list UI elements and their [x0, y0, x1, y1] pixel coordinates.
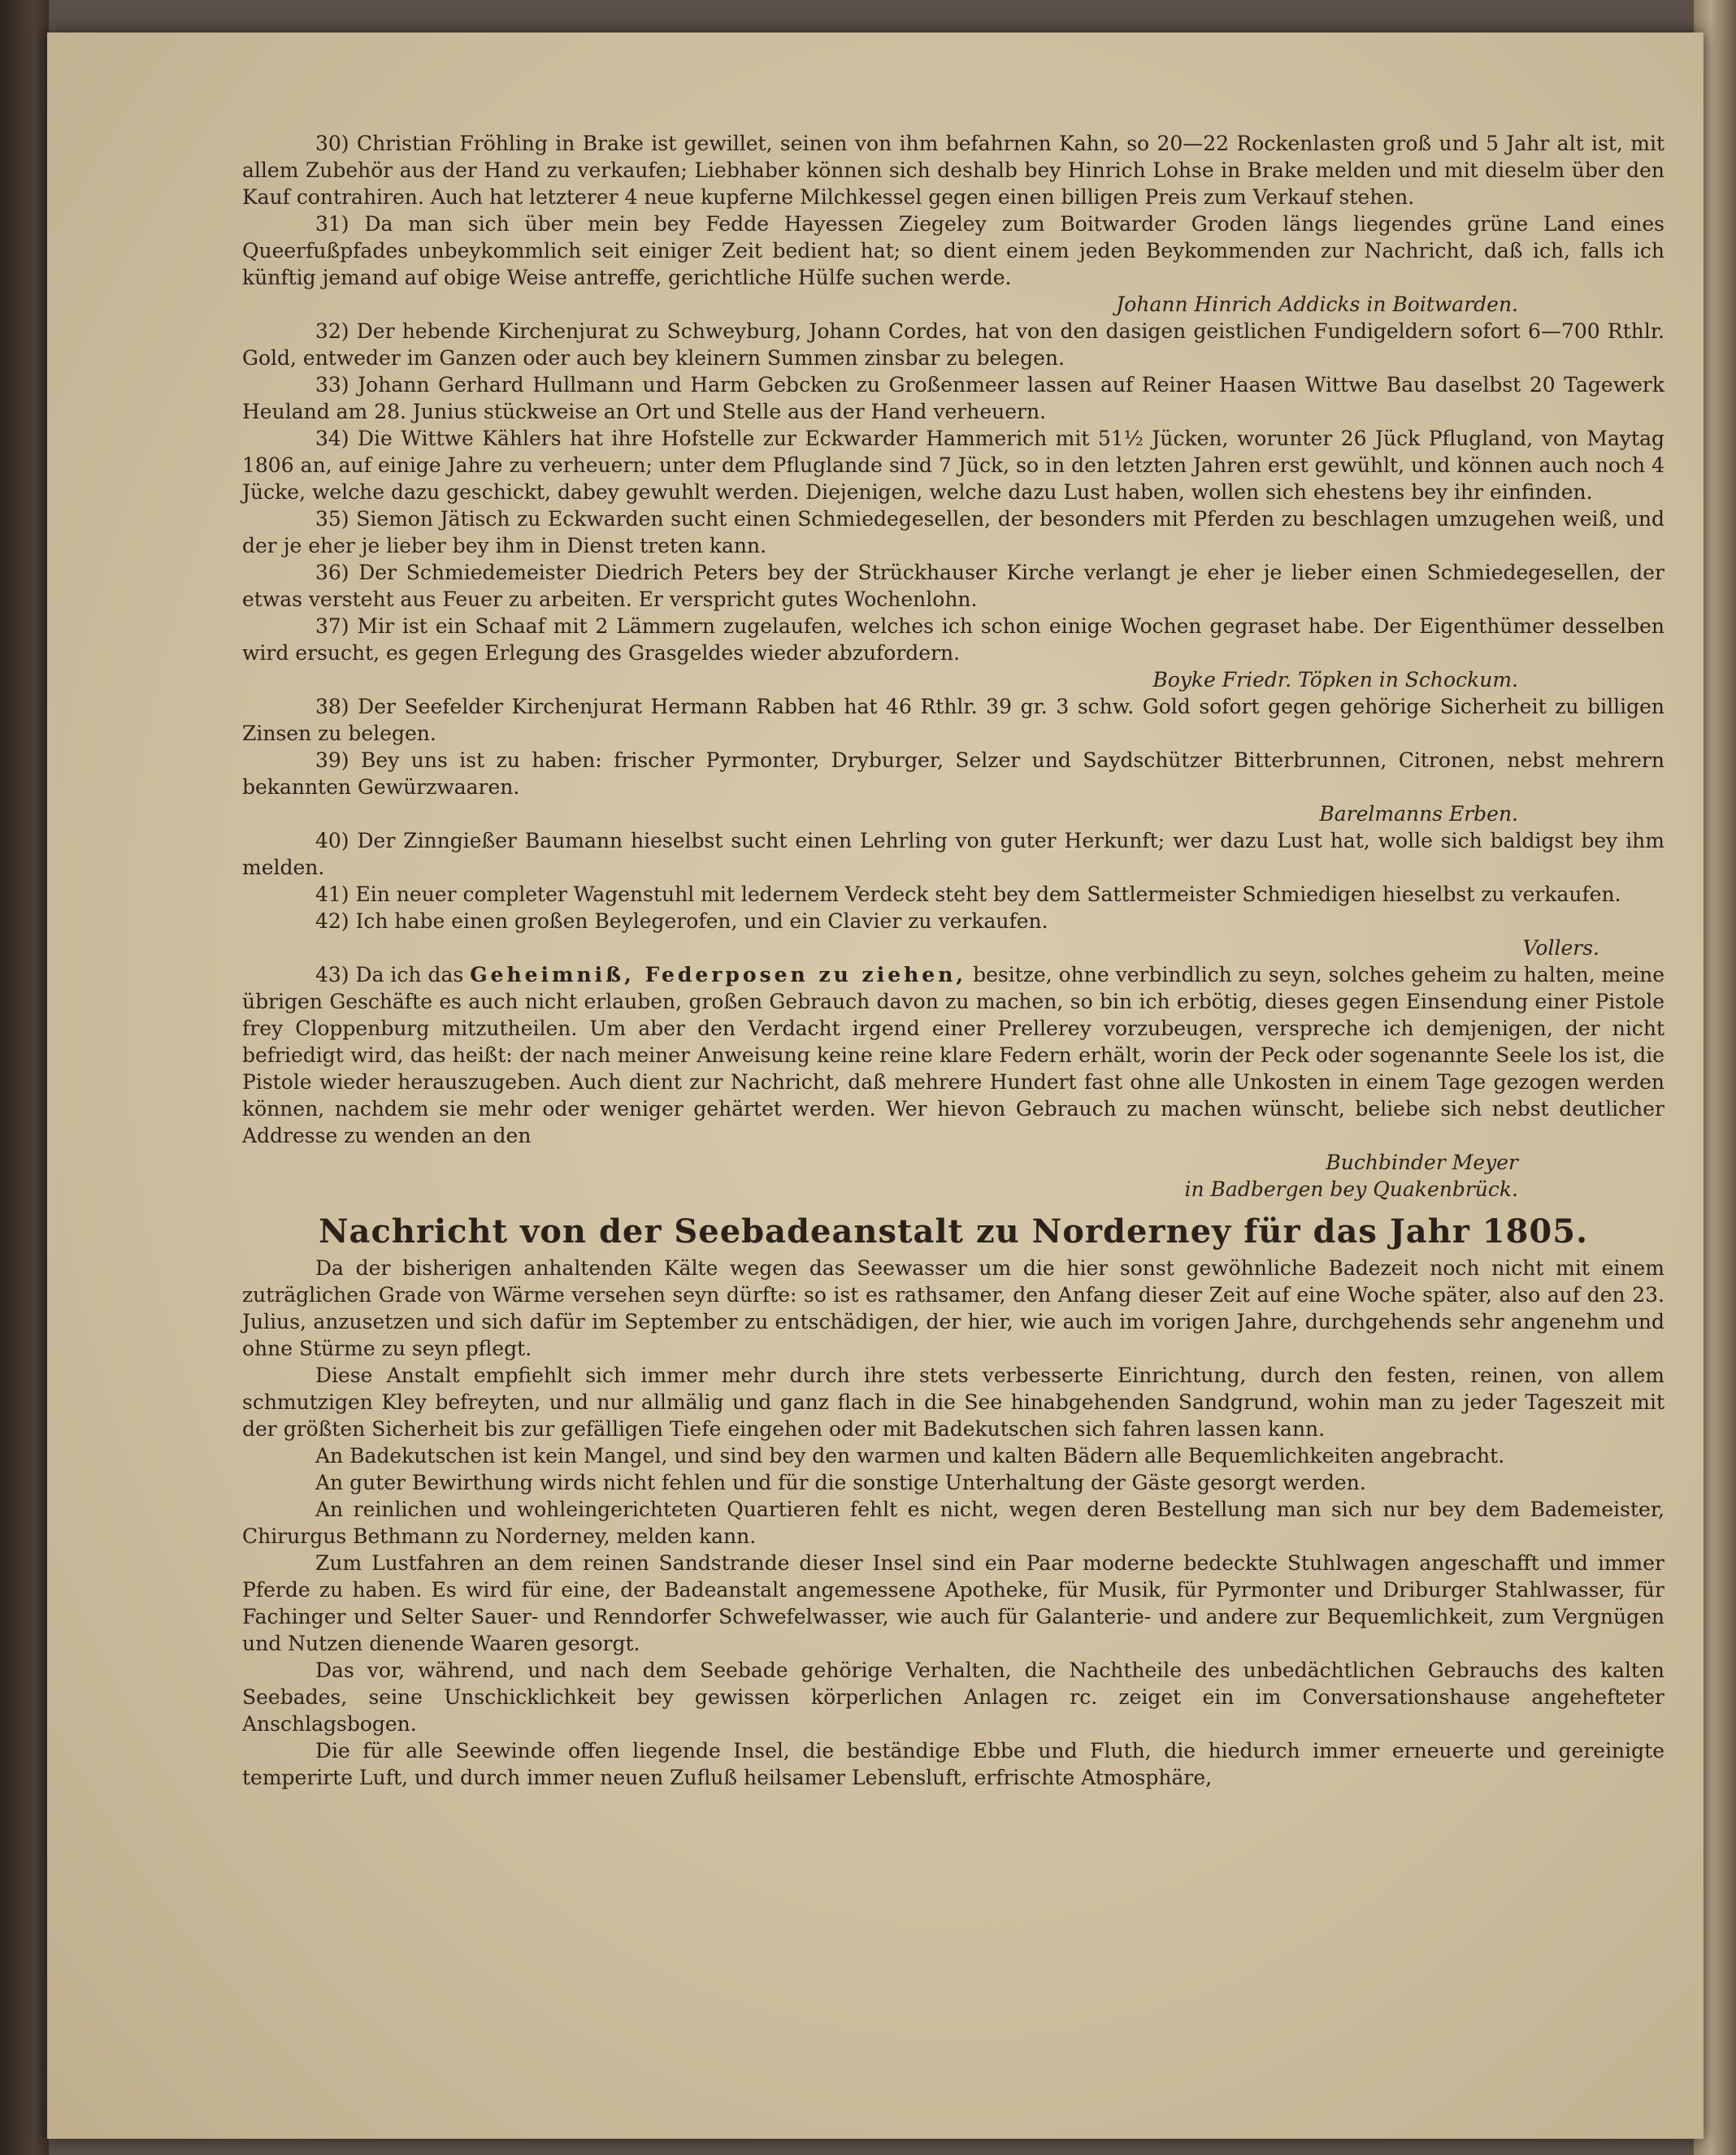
entry-39: 39) Bey uns ist zu haben: frischer Pyrmonter, Dryburger, Selzer und Saydschützer Bitterbrunnen, Citronen, nebst mehrern bekannten Gewürzwaaren. — [242, 748, 1664, 799]
signature-37: Boyke Friedr. Töpken in Schockum. — [1152, 668, 1518, 692]
section-paragraph: Die für alle Seewinde offen liegende Insel, die beständige Ebbe und Fluth, die hiedurch immer erneuerte und gereinigte temperirte Luft, und durch immer neuen Zufluß heilsamer Lebensluft, erfrischte Atmosphäre, — [242, 1739, 1664, 1789]
entry-37: 37) Mir ist ein Schaaf mit 2 Lämmern zugelaufen, welches ich schon einige Wochen gegraset habe. Der Eigenthümer desselben wird ersucht, es gegen Erlegung des Grasgeldes wieder abzufordern. — [242, 614, 1664, 665]
section-paragraph: An reinlichen und wohleingerichteten Quartieren fehlt es nicht, wegen deren Bestellung man sich nur bey dem Bademeister, Chirurgus Bethmann zu Norderney, melden kann. — [242, 1498, 1664, 1548]
signature-43-name: Buchbinder Meyer — [1326, 1151, 1518, 1174]
entry-33: 33) Johann Gerhard Hullmann und Harm Gebcken zu Großenmeer lassen auf Reiner Haasen Wittwe Bau daselbst 20 Tagewerk Heuland am 28. Junius stückweise an Ort und Stelle aus der Hand verheuern. — [242, 373, 1664, 423]
entry-42: 42) Ich habe einen großen Beylegerofen, und ein Clavier zu verkaufen. — [315, 909, 1048, 933]
section-paragraph: Da der bisherigen anhaltenden Kälte wegen das Seewasser um die hier sonst gewöhnliche Badezeit noch nicht mit einem zuträglichen Grade von Wärme versehen seyn dürfte: so ist es rathsamer, den Anfang dieser Zeit auf eine Woche später, also auf den 23. Julius, anzusetzen und sich dafür im September zu entschädigen, der hier, wie auch im vorigen Jahre, durchgehends sehr angenehm und ohne Stürme zu seyn pflegt. — [242, 1256, 1664, 1360]
signature-39: Barelmanns Erben. — [1319, 802, 1518, 826]
section-paragraph: Das vor, während, und nach dem Seebade gehörige Verhalten, die Nachtheile des unbedächtlichen Gebrauchs des kalten Seebades, seine Unschicklichkeit bey gewissen körperlichen Anlagen rc. zeiget ein im Conversationshause angehefteter Anschlagsbogen. — [242, 1659, 1664, 1736]
entry-31: 31) Da man sich über mein bey Fedde Hayessen Ziegeley zum Boitwarder Groden längs liegendes grüne Land eines Queerfußpfades unbeykommlich seit einiger Zeit bedient hat; so dient einem jeden Beykommenden zur Nachricht, daß ich, falls ich künftig jemand auf obige Weise antreffe, gerichtliche Hülfe suchen werde. — [242, 212, 1664, 289]
entry-36: 36) Der Schmiedemeister Diedrich Peters bey der Strückhauser Kirche verlangt je eher je lieber einen Schmiedegesellen, der etwas versteht aus Feuer zu arbeiten. Er verspricht gutes Wochenlohn. — [242, 561, 1664, 611]
document-page — [47, 33, 1703, 2139]
section-heading: Nachricht von der Seebadeanstalt zu Norderney für das Jahr 1805. — [318, 1212, 1588, 1251]
entry-38: 38) Der Seefelder Kirchenjurat Hermann Rabben hat 46 Rthlr. 39 gr. 3 schw. Gold sofort gegen gehörige Sicherheit zu billigen Zinsen zu belegen. — [242, 695, 1664, 745]
entry-43-prefix: 43) Da ich das — [315, 963, 464, 986]
book-spine — [0, 0, 49, 2155]
entry-32: 32) Der hebende Kirchenjurat zu Schweyburg, Johann Cordes, hat von den dasigen geistlichen Fundigeldern sofort 6—700 Rthlr. Gold, entweder im Ganzen oder auch bey kleinern Summen zinsbar zu belegen. — [242, 319, 1664, 370]
section-paragraph: An guter Bewirthung wirds nicht fehlen und für die sonstige Unterhaltung der Gäste gesorgt werden. — [315, 1471, 1366, 1494]
section-paragraph: Zum Lustfahren an dem reinen Sandstrande dieser Insel sind ein Paar moderne bedeckte Stuhlwagen angeschafft und immer Pferde zu haben. Es wird für eine, der Badeanstalt angemessene Apotheke, für Musik, für Pyrmonter und Driburger Stahlwasser, für Fachinger und Selter Sauer- und Renndorfer Schwefelwasser, wie auch für Galanterie- und andere zur Bequemlichkeit, zum Vergnügen und Nutzen dienende Waaren gesorgt. — [242, 1551, 1664, 1655]
section-paragraph: An Badekutschen ist kein Mangel, und sind bey den warmen und kalten Bädern alle Bequemlichkeiten angebracht. — [315, 1444, 1505, 1468]
signature-43-place: in Badbergen bey Quakenbrück. — [1184, 1177, 1518, 1201]
entry-40: 40) Der Zinngießer Baumann hieselbst sucht einen Lehrling von guter Herkunft; wer dazu Lust hat, wolle sich baldigst bey ihm melden. — [242, 829, 1664, 879]
entry-41: 41) Ein neuer completer Wagenstuhl mit ledernem Verdeck steht bey dem Sattlermeister Schmiedigen hieselbst zu verkaufen. — [315, 882, 1621, 906]
section-paragraph: Diese Anstalt empfiehlt sich immer mehr durch ihre stets verbesserte Einrichtung, durch den festen, reinen, von allem schmutzigen Kley befreyten, und nur allmälig und ganz flach in die See hinabgehenden Sandgrund, wohin man zu jeder Tageszeit mit der größten Sicherheit bis zur gefälligen Tiefe eingehen oder mit Badekutschen sich fahren lassen kann. — [242, 1364, 1664, 1441]
signature-42: Vollers. — [1522, 936, 1599, 960]
entry-43 — [242, 961, 1664, 1149]
entry-34: 34) Die Wittwe Kählers hat ihre Hofstelle zur Eckwarder Hammerich mit 51½ Jücken, worunter 26 Jück Pflugland, von Maytag 1806 an, auf einige Jahre zu verheuern; unter dem Pfluglande sind 7 Jück, so in den letzten Jahren erst gewühlt, und können auch noch 4 Jücke, welche dazu geschickt, dabey gewuhlt werden. Diejenigen, welche dazu Lust haben, wollen sich ehestens bey ihr einfinden. — [242, 427, 1664, 504]
entry-43-body: besitze, ohne verbindlich zu seyn, solches geheim zu halten, meine übrigen Geschäfte es auch nicht erlauben, großen Gebrauch davon zu machen, so bin ich erbötig, dieses gegen Einsendung einer Pistole frey Cloppenburg mitzutheilen. Um aber den Verdacht irgend einer Prellerey vorzubeugen, verspreche ich demjenigen, der nicht befriedigt wird, das heißt: der nach meiner Anweisung keine reine klare Federn erhält, worin der Peck oder sogenannte Seele los ist, die Pistole wieder herauszugeben. Auch dient zur Nachricht, daß mehrere Hundert fast ohne alle Unkosten in einem Tage gezogen werden können, nachdem sie mehr oder weniger gehärtet werden. Wer hievon Gebrauch zu machen wünscht, beliebe sich nebst deutlicher Addresse zu wenden an den — [242, 963, 1665, 1147]
entry-35: 35) Siemon Jätisch zu Eckwarden sucht einen Schmiedegesellen, der besonders mit Pferden zu beschlagen umzugehen weiß, und der je eher je lieber bey ihm in Dienst treten kann. — [242, 507, 1664, 557]
signature-31: Johann Hinrich Addicks in Boitwarden. — [1116, 293, 1518, 316]
entry-30: 30) Christian Fröhling in Brake ist gewillet, seinen von ihm befahrnen Kahn, so 20—22 Rockenlasten groß und 5 Jahr alt ist, mit allem Zubehör aus der Hand zu verkaufen; Liebhaber können sich deshalb bey Hinrich Lohse in Brake melden und mit dieselm über den Kauf contrahiren. Auch hat letzterer 4 neue kupferne Milchkessel gegen einen billigen Preis zum Verkauf stehen. — [242, 132, 1664, 209]
entry-43-spaced-phrase: Geheimniß, Federposen zu ziehen, — [470, 963, 967, 986]
page-text — [242, 130, 1664, 1791]
